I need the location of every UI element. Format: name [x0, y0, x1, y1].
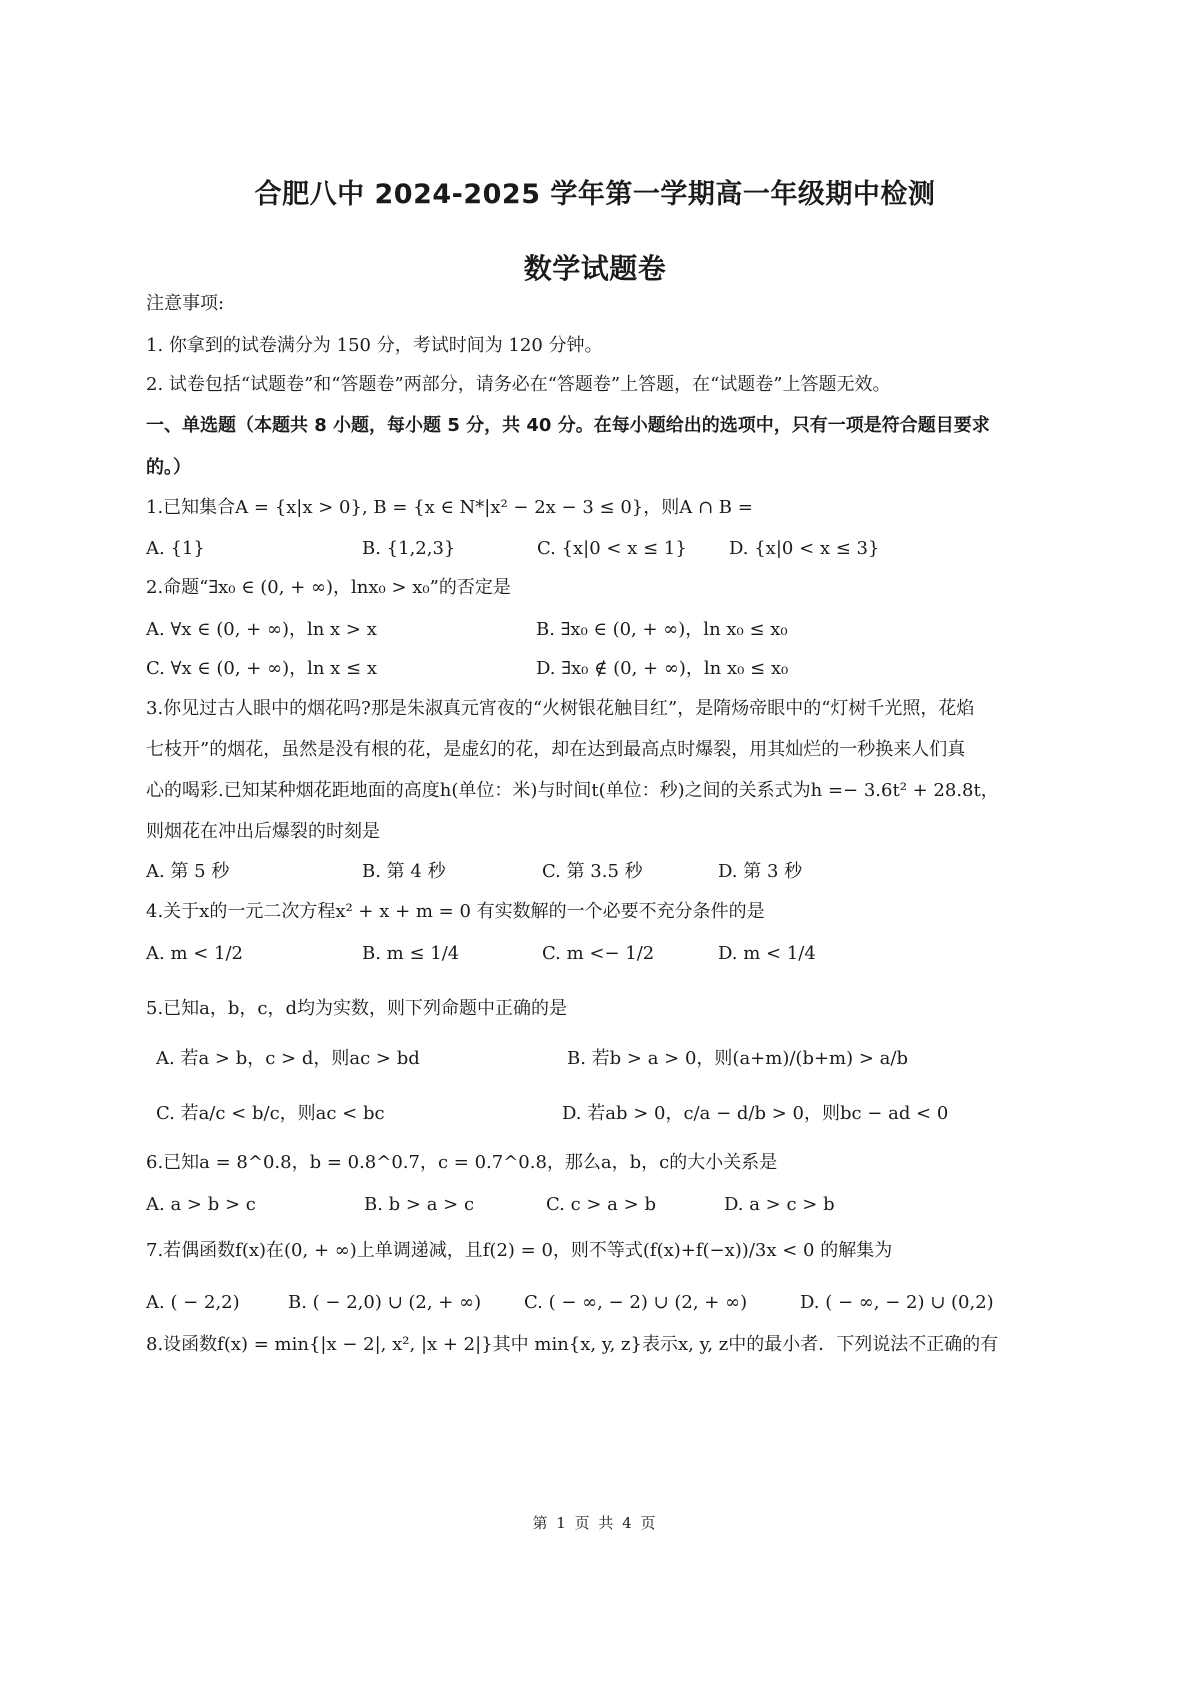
q6-option-b: B. b > a > c — [364, 1194, 475, 1215]
q2-option-c: C. ∀x ∈ (0, + ∞)，ln x ≤ x — [146, 658, 377, 679]
q4-option-d: D. m < 1/4 — [718, 943, 816, 964]
question-8-stem: 8.设函数f(x) = min{|x − 2|, x², |x + 2|}其中 min{x, y, z}表示x, y, z中的最小者．下列说法不正确的有 — [146, 1334, 999, 1355]
q7-option-a: A. ( − 2,2) — [146, 1292, 240, 1313]
q5-option-a: A. 若a > b，c > d，则ac > bd — [156, 1048, 420, 1069]
question-4-stem: 4.关于x的一元二次方程x² + x + m = 0 有实数解的一个必要不充分条件的是 — [146, 901, 765, 922]
question-1-stem: 1.已知集合A = {x|x > 0}, B = {x ∈ N*|x² − 2x − 3 ≤ 0}，则A ∩ B = — [146, 497, 753, 518]
question-7-stem: 7.若偶函数f(x)在(0, + ∞)上单调递减，且f(2) = 0，则不等式(f(x)+f(−x))/3x < 0 的解集为 — [146, 1240, 893, 1261]
q5-option-d: D. 若ab > 0，c/a − d/b > 0，则bc − ad < 0 — [562, 1103, 949, 1124]
question-3-stem-line-1: 3.你见过古人眼中的烟花吗?那是朱淑真元宵夜的“火树银花触目红”，是隋炀帝眼中的“灯树千光照，花焰 — [146, 698, 975, 719]
question-5-stem: 5.已知a，b，c，d均为实数，则下列命题中正确的是 — [146, 998, 568, 1019]
question-3-stem-line-3: 心的喝彩.已知某种烟花距地面的高度h(单位：米)与时间t(单位：秒)之间的关系式为h =− 3.6t² + 28.8t， — [146, 780, 999, 801]
notice-heading: 注意事项: — [146, 293, 225, 314]
question-6-stem: 6.已知a = 8^0.8，b = 0.8^0.7，c = 0.7^0.8，那么a，b，c的大小关系是 — [146, 1152, 778, 1173]
q2-option-b: B. ∃x₀ ∈ (0, + ∞)，ln x₀ ≤ x₀ — [536, 619, 788, 640]
q5-option-c: C. 若a/c < b/c，则ac < bc — [156, 1103, 385, 1124]
q6-option-a: A. a > b > c — [146, 1194, 256, 1215]
notice-item-1: 1. 你拿到的试卷满分为 150 分，考试时间为 120 分钟。 — [146, 335, 603, 356]
exam-subtitle: 数学试题卷 — [523, 252, 667, 285]
q3-option-b: B. 第 4 秒 — [362, 861, 446, 882]
q7-option-b: B. ( − 2,0) ∪ (2, + ∞) — [288, 1292, 482, 1313]
q3-option-a: A. 第 5 秒 — [146, 861, 230, 882]
question-2-stem: 2.命题“∃x₀ ∈ (0, + ∞)，lnx₀ > x₀”的否定是 — [146, 577, 511, 598]
q3-option-d: D. 第 3 秒 — [718, 861, 803, 882]
q1-option-c: C. {x|0 < x ≤ 1} — [537, 538, 687, 559]
q7-option-c: C. ( − ∞, − 2) ∪ (2, + ∞) — [524, 1292, 748, 1313]
q4-option-a: A. m < 1/2 — [146, 943, 244, 964]
exam-title: 合肥八中 2024-2025 学年第一学期高一年级期中检测 — [254, 179, 936, 210]
q1-option-d: D. {x|0 < x ≤ 3} — [729, 538, 880, 559]
q4-option-b: B. m ≤ 1/4 — [362, 943, 460, 964]
section-heading-cont: 的。） — [146, 457, 191, 478]
section-heading: 一、单选题（本题共 8 小题，每小题 5 分，共 40 分。在每小题给出的选项中，只有一项是符合题目要求 — [146, 415, 990, 436]
q6-option-d: D. a > c > b — [724, 1194, 835, 1215]
q1-option-b: B. {1,2,3} — [362, 538, 456, 559]
q1-option-a: A. {1} — [146, 538, 205, 559]
q6-option-c: C. c > a > b — [546, 1194, 656, 1215]
question-3-stem-line-2: 七枝开”的烟花，虽然是没有根的花，是虚幻的花，却在达到最高点时爆裂，用其灿烂的一秒换来人们真 — [146, 739, 966, 760]
q3-option-c: C. 第 3.5 秒 — [542, 861, 643, 882]
q4-option-c: C. m <− 1/2 — [542, 943, 655, 964]
page-footer: 第 1 页 共 4 页 — [532, 1514, 658, 1532]
notice-item-2: 2. 试卷包括“试题卷”和“答题卷”两部分，请务必在“答题卷”上答题，在“试题卷”上答题无效。 — [146, 374, 891, 395]
q2-option-d: D. ∃x₀ ∉ (0, + ∞)，ln x₀ ≤ x₀ — [536, 658, 789, 679]
q2-option-a: A. ∀x ∈ (0, + ∞)，ln x > x — [146, 619, 377, 640]
q7-option-d: D. ( − ∞, − 2) ∪ (0,2) — [800, 1292, 994, 1313]
q5-option-b: B. 若b > a > 0，则(a+m)/(b+m) > a/b — [567, 1048, 908, 1069]
question-3-stem-line-4: 则烟花在冲出后爆裂的时刻是 — [146, 821, 380, 842]
